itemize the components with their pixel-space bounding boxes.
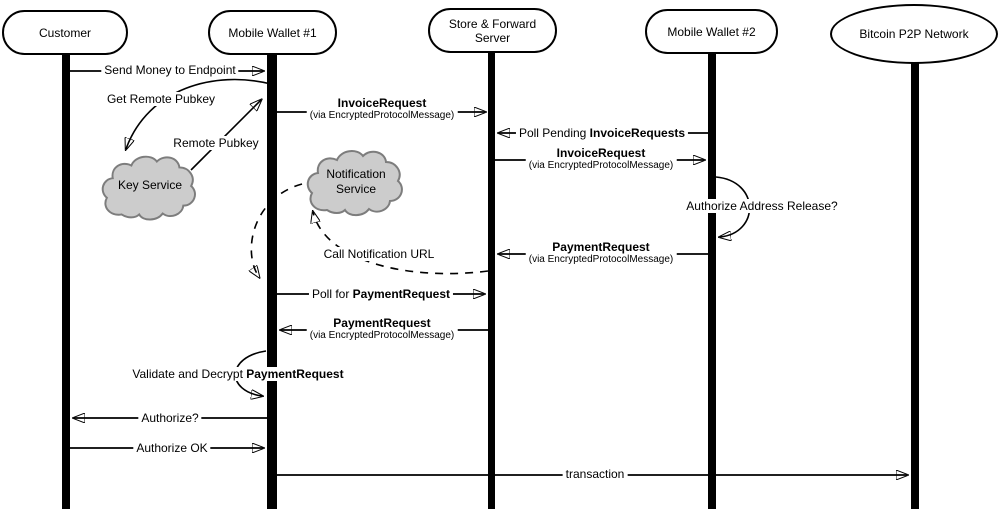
- invoice-request-1-label: [307, 97, 458, 122]
- poll-payment-prefix: Poll for: [311, 287, 353, 301]
- payment-request-2-label: [307, 317, 458, 342]
- poll-pending-prefix: Poll Pending: [518, 126, 590, 140]
- get-pubkey-label: Get Remote Pubkey: [104, 92, 218, 106]
- invoice-request-1-title: InvoiceRequest: [337, 96, 427, 110]
- payment-request-1-title: PaymentRequest: [552, 240, 650, 254]
- authorize-release-label: Authorize Address Release?: [683, 199, 840, 213]
- authorize-ok-label: Authorize OK: [133, 441, 210, 455]
- actor-mobile-wallet-2: Mobile Wallet #2: [645, 9, 778, 54]
- actor-bitcoin-network: Bitcoin P2P Network: [830, 4, 998, 64]
- poll-payment-label: [309, 287, 453, 301]
- validate-prefix: Validate and Decrypt: [132, 367, 247, 381]
- notify-wallet-arrow: [251, 184, 302, 277]
- authorize-label: Authorize?: [138, 411, 201, 425]
- invoice-request-2-sub: (via EncryptedProtocolMessage): [528, 160, 674, 171]
- actor-customer: Customer: [2, 10, 128, 55]
- send-money-label: Send Money to Endpoint: [101, 63, 238, 77]
- key-service-label: Key Service: [117, 178, 183, 192]
- actor-store-forward-server: Store & Forward Server: [428, 8, 557, 53]
- payment-request-1-sub: (via EncryptedProtocolMessage): [528, 254, 674, 265]
- remote-pubkey-arrow: [191, 100, 261, 170]
- validate-bold: PaymentRequest: [246, 367, 344, 381]
- poll-payment-bold: PaymentRequest: [352, 287, 451, 301]
- notification-service-line1: Notification: [326, 167, 386, 181]
- notification-service-line2: Service: [335, 182, 376, 196]
- actor-mobile-wallet-1: Mobile Wallet #1: [208, 10, 337, 55]
- poll-pending-bold: InvoiceRequests: [589, 126, 686, 140]
- invoice-request-1-sub: (via EncryptedProtocolMessage): [309, 110, 455, 121]
- invoice-request-2-label: [526, 147, 677, 172]
- validate-label: [129, 367, 346, 381]
- payment-request-1-label: [526, 241, 677, 266]
- payment-request-2-title: PaymentRequest: [333, 316, 431, 330]
- poll-pending-label: [516, 126, 688, 140]
- remote-pubkey-label: Remote Pubkey: [170, 136, 261, 150]
- payment-request-2-sub: (via EncryptedProtocolMessage): [309, 330, 455, 341]
- call-notification-label: Call Notification URL: [321, 247, 438, 261]
- transaction-label: transaction: [563, 467, 628, 481]
- call-notification-arrow: [313, 212, 488, 274]
- invoice-request-2-title: InvoiceRequest: [556, 146, 646, 160]
